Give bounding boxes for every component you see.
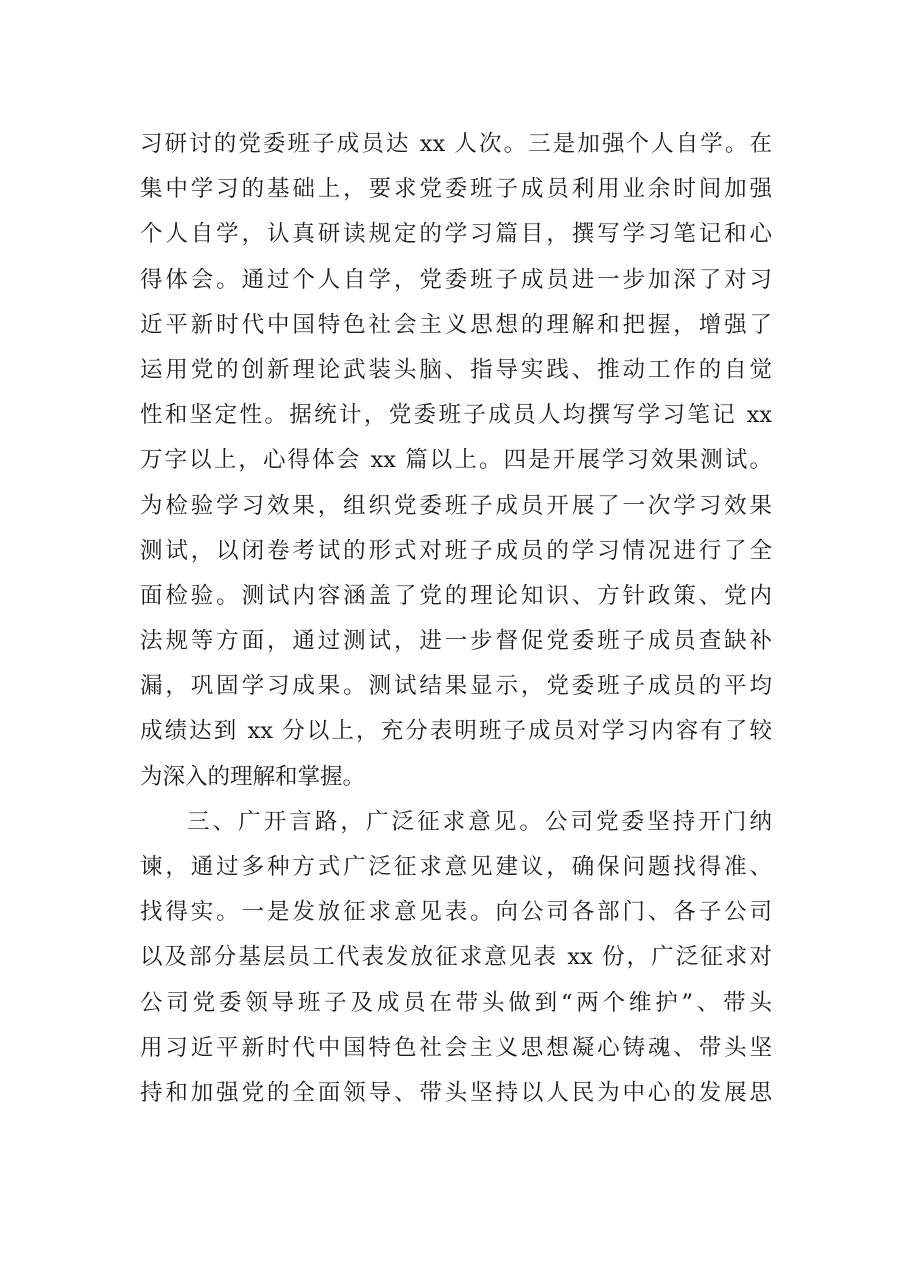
text-line: 以及部分基层员工代表发放征求意见表 xx 份，广泛征求对 <box>140 944 772 971</box>
text-line: 成绩达到 xx 分以上，充分表明班子成员对学习内容有了较 <box>140 718 772 745</box>
paragraph-1 <box>140 122 772 800</box>
text-line: 万字以上，心得体会 xx 篇以上。四是开展学习效果测试。 <box>140 447 772 474</box>
text-line: 找得实。一是发放征求意见表。向公司各部门、各子公司 <box>140 899 772 926</box>
document-body <box>140 122 772 1116</box>
text-line: 谏，通过多种方式广泛征求意见建议，确保问题找得准、 <box>140 854 772 880</box>
text-line: 持和加强党的全面领导、带头坚持以人民为中心的发展思 <box>140 1079 772 1106</box>
paragraph-2 <box>140 800 772 1116</box>
text-line: 三、广开言路，广泛征求意见。公司党委坚持开门纳 <box>187 808 772 835</box>
text-line: 为检验学习效果，组织党委班子成员开展了一次学习效果 <box>140 492 772 519</box>
text-line: 性和坚定性。据统计，党委班子成员人均撰写学习笔记 xx <box>140 402 772 429</box>
text-line: 运用党的创新理论武装头脑、指导实践、推动工作的自觉 <box>140 356 772 383</box>
text-line: 得体会。通过个人自学，党委班子成员进一步加深了对习 <box>140 266 772 293</box>
text-line: 近平新时代中国特色社会主义思想的理解和把握，增强了 <box>140 311 772 338</box>
text-line: 为深入的理解和掌握。 <box>140 763 366 790</box>
text-line: 习研讨的党委班子成员达 xx 人次。三是加强个人自学。在 <box>140 131 772 157</box>
text-line: 面检验。测试内容涵盖了党的理论知识、方针政策、党内 <box>140 582 772 609</box>
text-line: 法规等方面，通过测试，进一步督促党委班子成员查缺补 <box>140 628 772 655</box>
text-line: 个人自学，认真研读规定的学习篇目，撰写学习笔记和心 <box>140 221 772 248</box>
text-line: 漏，巩固学习成果。测试结果显示，党委班子成员的平均 <box>140 673 772 700</box>
text-line: 用习近平新时代中国特色社会主义思想凝心铸魂、带头坚 <box>140 1034 772 1061</box>
text-line: 集中学习的基础上，要求党委班子成员利用业余时间加强 <box>140 176 772 203</box>
text-line: 测试，以闭卷考试的形式对班子成员的学习情况进行了全 <box>140 537 772 564</box>
text-line: 公司党委领导班子及成员在带头做到“两个维护”、带头 <box>140 989 772 1016</box>
